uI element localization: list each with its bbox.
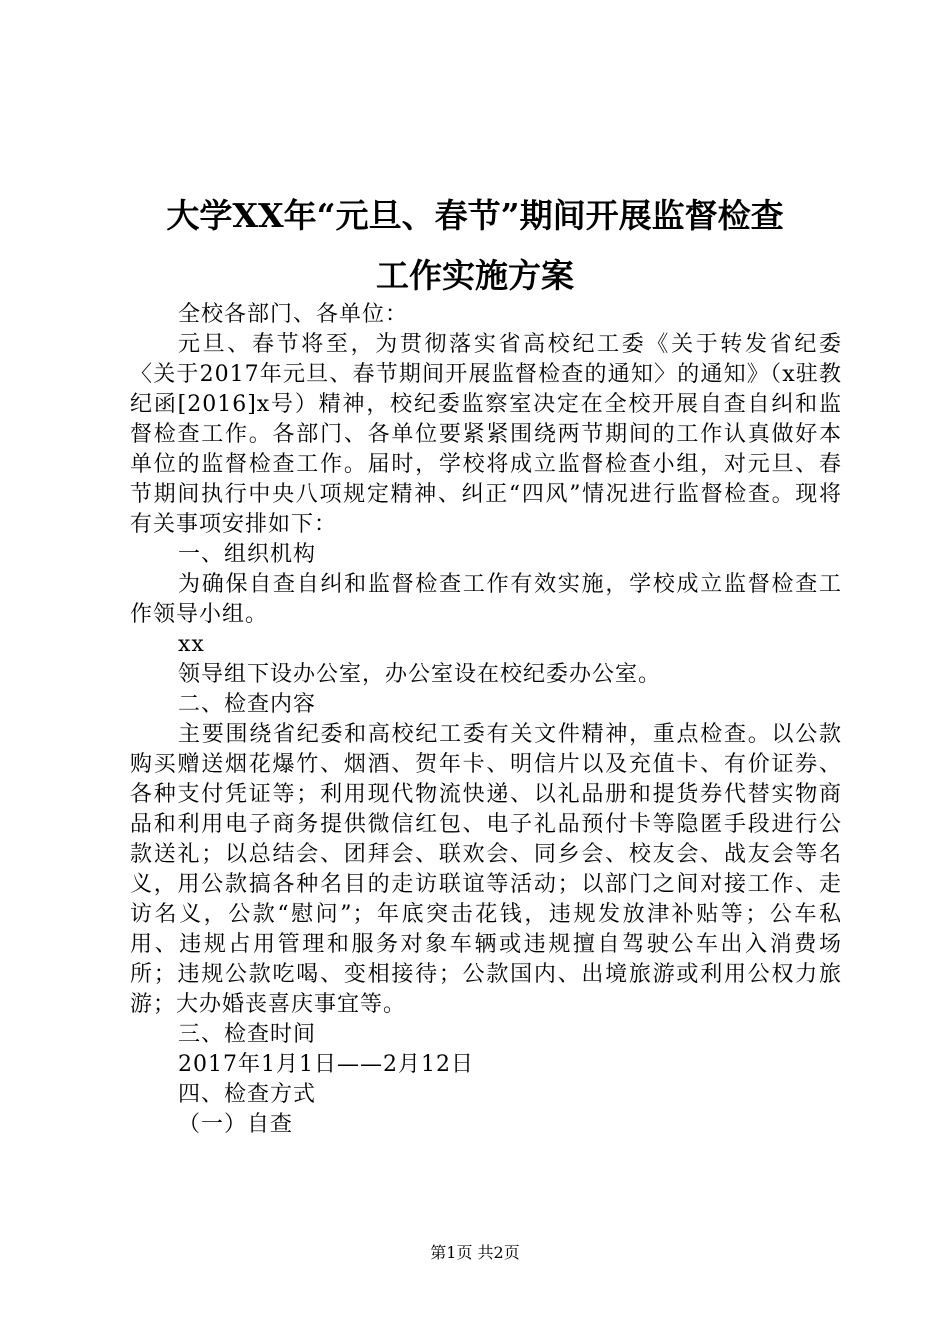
section-heading-time: 三、检查时间 xyxy=(178,1022,317,1047)
content-paragraph: 主要围绕省纪委和高校纪工委有关文件精神，重点检查。以公款购买赠送烟花爆竹、烟酒、贺年卡、明信片以及充值卡、有价证券、各种支付凭证等；利用现代物流快递、以礼品册和提货券代替实物商品和利用电子商务提供微信红包、电子礼品预付卡等隐匿手段进行公款送礼；以总结会、团拜会、联欢会、同乡会、校友会、战友会等名义，用公款搞各种名目的走访联谊等活动；以部门之间对接工作、走访名义，公款“慰问”；年底突击花钱，违规发放津补贴等；公车私用、违规占用管理和服务对象车辆或违规擅自驾驶公车出入消费场所；违规公款吃喝、变相接待；公款国内、出境旅游或利用公权力旅游；大办婚丧喜庆事宜等。 xyxy=(130,722,842,1017)
document-title-line1: 大学XX年“元旦、春节”期间开展监督检查 xyxy=(166,196,784,235)
page-footer: 第1页 共2页 xyxy=(430,1243,520,1262)
document-title-line2: 工作实施方案 xyxy=(376,256,574,295)
document-body xyxy=(130,300,842,1140)
office-paragraph: 领导组下设办公室，办公室设在校纪委办公室。 xyxy=(178,662,662,687)
section-heading-organization: 一、组织机构 xyxy=(178,542,317,567)
section-heading-method: 四、检查方式 xyxy=(178,1082,317,1107)
section-heading-content: 二、检查内容 xyxy=(178,692,317,717)
intro-paragraph: 元旦、春节将至，为贯彻落实省高校纪工委《关于转发省纪委〈关于2017年元旦、春节期间开展监督检查的通知〉的通知》（x驻教纪函[2016]x号）精神，校纪委监察室决定在全校开展自查自纠和监督检查工作。各部门、各单位要紧紧围绕两节期间的工作认真做好本单位的监督检查工作。届时，学校将成立监督检查小组，对元旦、春节期间执行中央八项规定精神、纠正“四风”情况进行监督检查。现将有关事项安排如下： xyxy=(130,332,842,537)
salutation: 全校各部门、各单位： xyxy=(178,302,409,327)
time-paragraph: 2017年1月1日——2月12日 xyxy=(178,1052,474,1077)
placeholder-line: xx xyxy=(178,632,205,657)
subsection-self-check: （一）自查 xyxy=(178,1112,294,1137)
organization-paragraph: 为确保自查自纠和监督检查工作有效实施，学校成立监督检查工作领导小组。 xyxy=(130,572,842,627)
